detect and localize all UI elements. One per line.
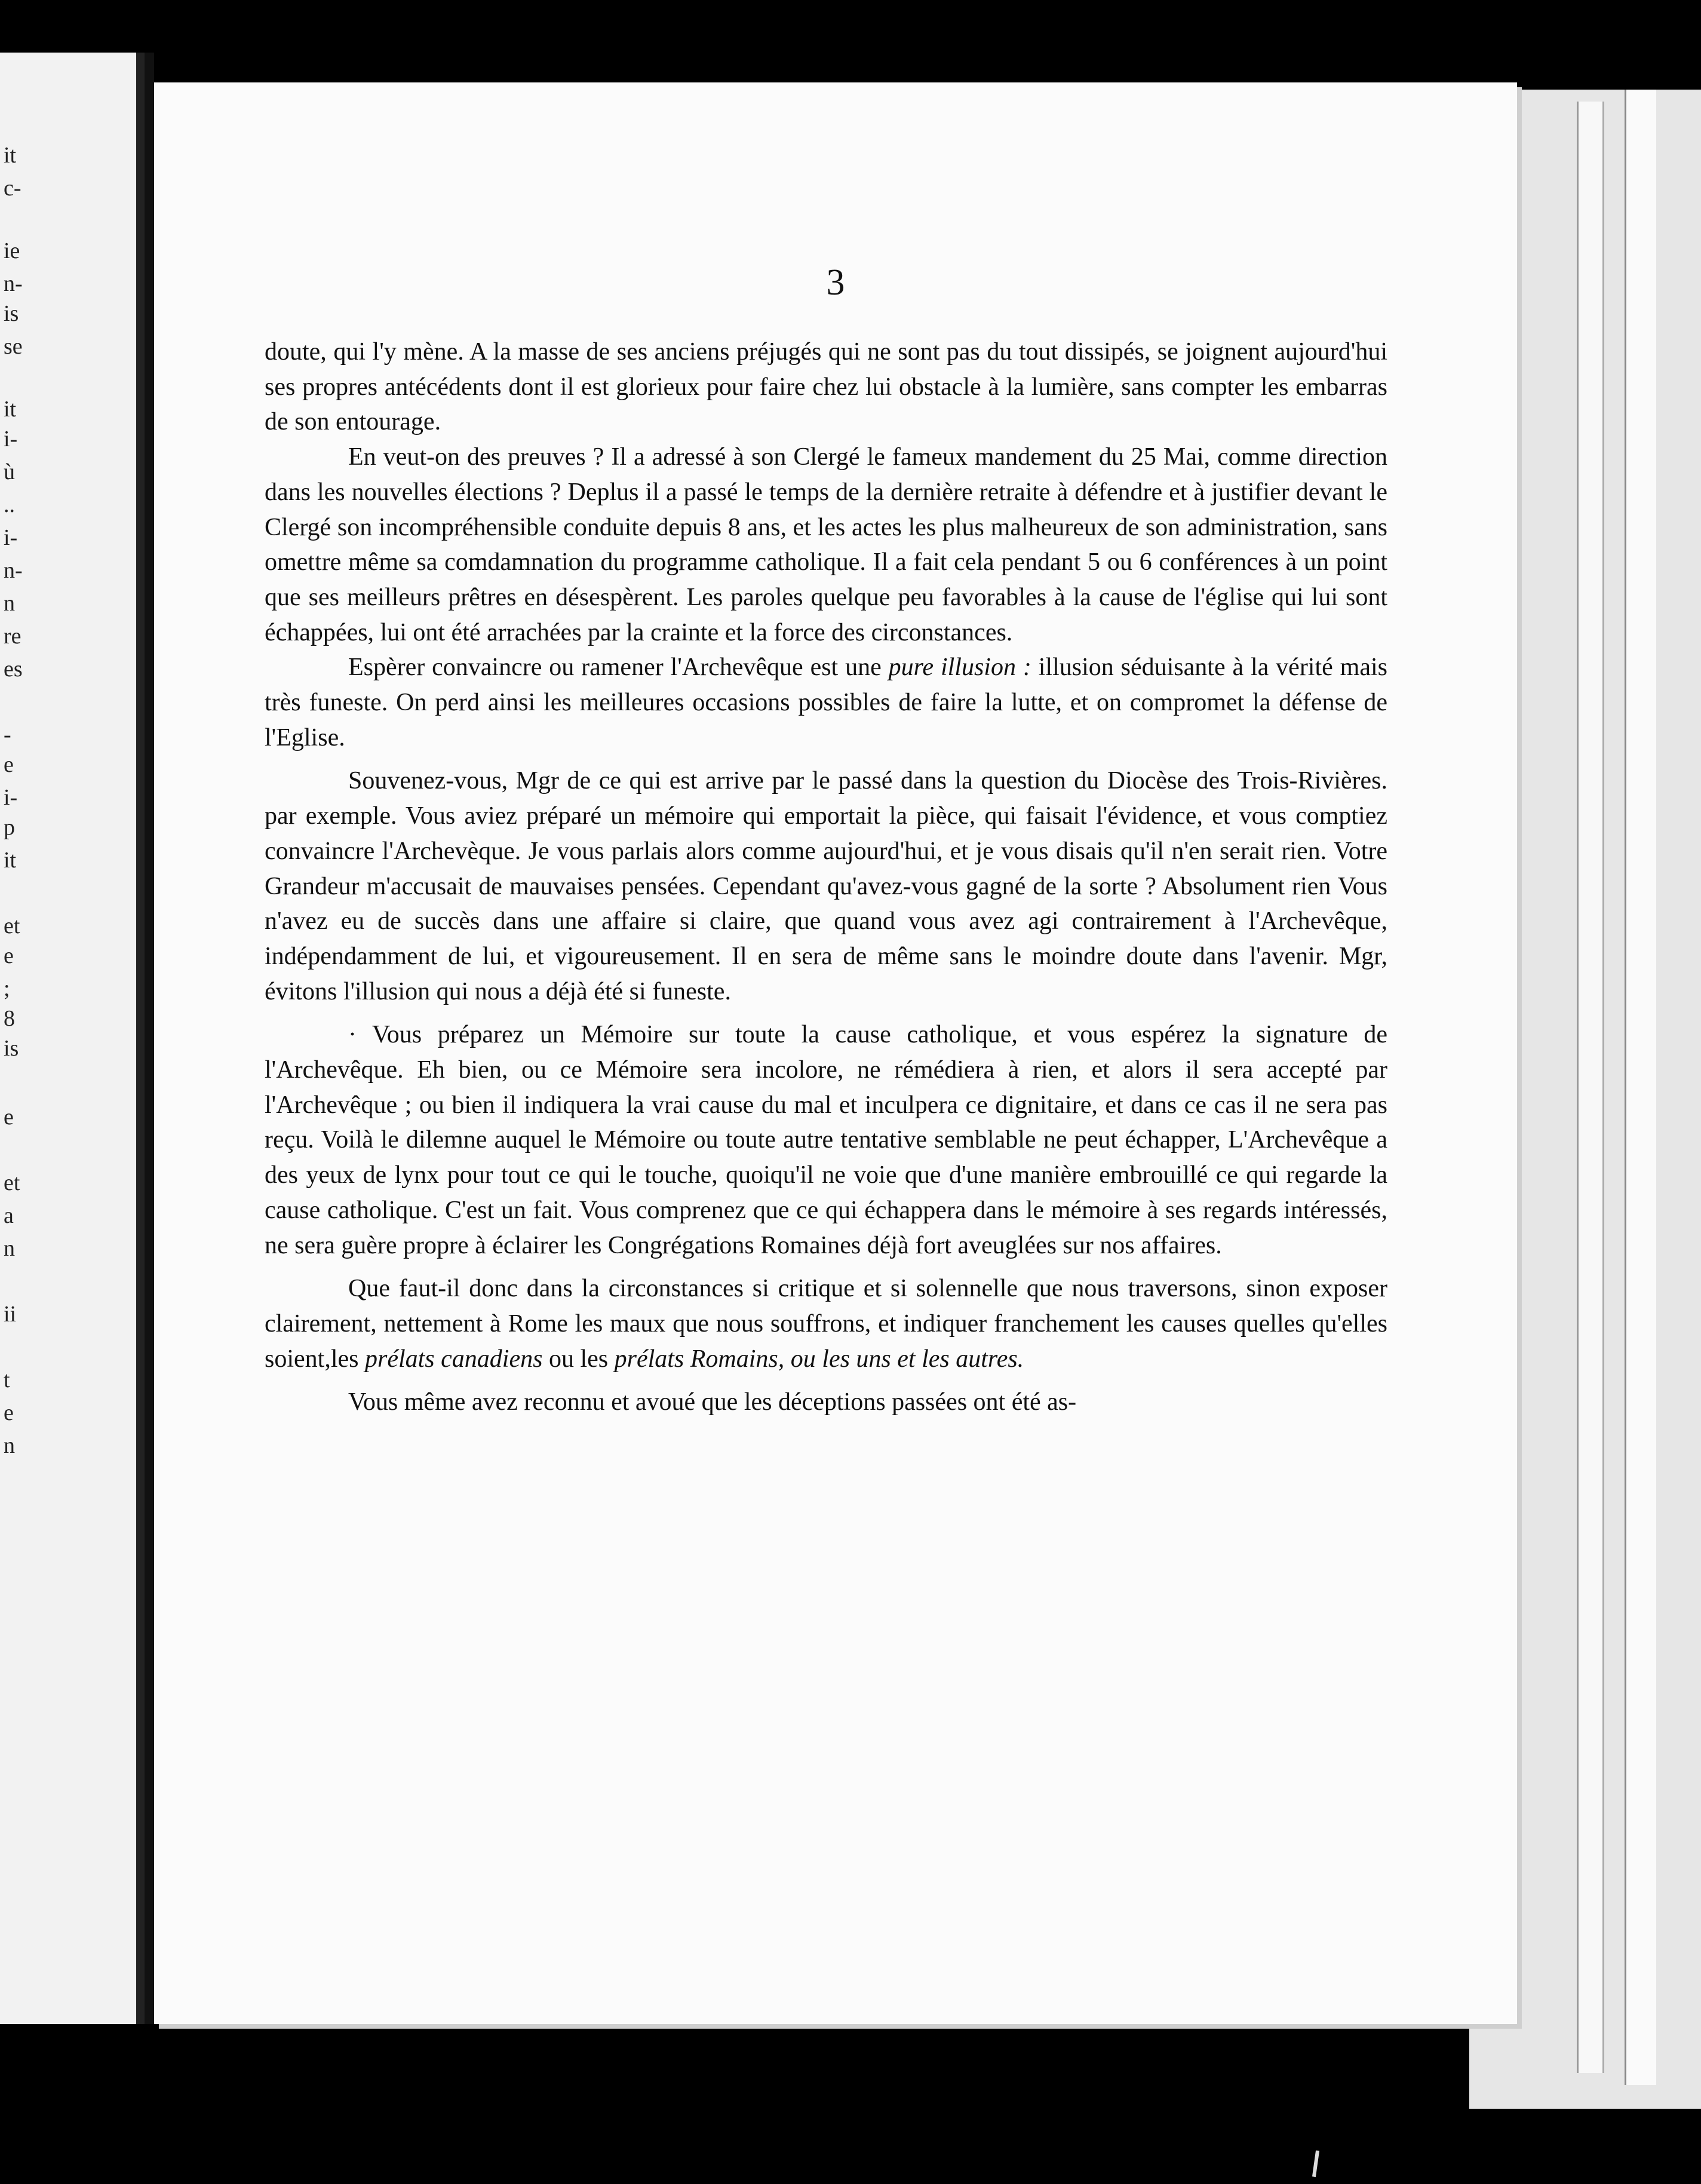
text-run: En veut-on des preuves ? Il a adressé à son Clergé le fameux mandement du 25 Mai, comme direction dans les nouvelles élections ? Deplus il a passé le temps de la dernière retraite à défendre et à justifier devant le Clergé son incompréhensible conduite depuis 8 ans, et les actes les plus malheureux de son administration, sans omettre même sa comdamnation du programme catholique. Il a fait cela pendant 5 ou 6 conférences à un point que ses meilleurs prêtres en désespèrent. Les paroles quelque peu favorables à la cause de l'église qui lui sont échappées, lui ont été arrachées par la crainte et la force des circonstances. xyxy=(265,443,1387,646)
facing-page-fragment: i- xyxy=(4,427,18,452)
facing-page-fragment: n- xyxy=(4,271,23,296)
page-edge xyxy=(1625,90,1656,2085)
facing-page-fragment: it xyxy=(4,848,17,873)
italic-text: prélats Romains, ou les uns et les autres. xyxy=(614,1345,1024,1373)
facing-page-fragment: c- xyxy=(4,176,22,201)
paragraph xyxy=(265,1271,1387,1376)
facing-page-fragment: ii xyxy=(4,1302,17,1327)
facing-page-fragment: e xyxy=(4,752,14,777)
facing-page-fragment: n- xyxy=(4,558,23,583)
text-run: ou les xyxy=(542,1345,615,1373)
facing-page-fragment: - xyxy=(4,722,11,747)
text-run: doute, qui l'y mène. A la masse de ses anciens préjugés qui ne sont pas du tout dissipés, se joignent aujourd'hui ses propres antécédents dont il est glorieux pour faire chez lui obstacle à la lumière, sans compter les embarras de son entourage. xyxy=(265,338,1387,436)
text-run: Souvenez-vous, Mgr de ce qui est arrive par le passé dans la question du Diocèse des Trois-Rivières. par exemple. Vous aviez préparé un mémoire qui emportait la pièce, qui faisait l'évidence, et vous comptiez convaincre l'Archevèque. Je vous parlais alors comme aujourd'hui, et je vous disais qu'il n'en serait rien. Votre Grandeur m'accusait de mauvaises pensées. Cependant qu'avez-vous gagné de la sorte ? Absolument rien Vous n'avez eu de succès dans une affaire si claire, que quand vous avez agi contrairement à l'Archevêque, indépendamment de lui, et vigoureusement. Il en sera de même sans le moindre doute dans l'avenir. Mgr, évitons l'illusion qui nous a déjà été si funeste. xyxy=(265,767,1387,1005)
text-run: Espèrer convaincre ou ramener l'Archevêque est une xyxy=(348,654,889,682)
facing-page-fragment: ie xyxy=(4,238,20,263)
facing-page-fragment: n xyxy=(4,1433,15,1458)
facing-page-fragment: e xyxy=(4,943,14,968)
facing-page-fragment: e xyxy=(4,1400,14,1425)
facing-page-fragment: e xyxy=(4,1105,14,1130)
document-page xyxy=(154,82,1517,2024)
body-text xyxy=(265,335,1387,1420)
facing-page-fragment: n xyxy=(4,591,15,616)
facing-page-fragment: t xyxy=(4,1367,10,1392)
paragraph xyxy=(265,1017,1387,1263)
facing-page-fragment: .. xyxy=(4,492,15,517)
facing-page-fragment: et xyxy=(4,913,20,938)
facing-page-fragment: ù xyxy=(4,459,15,484)
page-number: 3 xyxy=(826,262,845,303)
facing-page-fragment: et xyxy=(4,1170,20,1195)
facing-page-fragment: es xyxy=(4,657,23,682)
text-run: Vous même avez reconnu et avoué que les déceptions passées ont été as- xyxy=(348,1388,1077,1416)
paragraph xyxy=(265,335,1387,440)
facing-page-fragment: 8 xyxy=(4,1006,15,1031)
facing-page-fragment: a xyxy=(4,1203,14,1228)
facing-page-fragment: it xyxy=(4,397,17,422)
facing-page-fragment: ; xyxy=(4,976,10,1001)
binding-gutter xyxy=(145,53,154,2024)
paragraph xyxy=(265,650,1387,755)
facing-page-fragment: i- xyxy=(4,785,18,810)
facing-page-fragment: is xyxy=(4,1036,19,1061)
paragraph xyxy=(265,440,1387,650)
facing-page-fragment: p xyxy=(4,815,15,840)
italic-text: pure illusion : xyxy=(888,654,1031,682)
page-edge xyxy=(1577,102,1604,2073)
italic-text: prélats canadiens xyxy=(364,1345,543,1373)
facing-page-fragment: n xyxy=(4,1236,15,1261)
text-run: illusion séduisante à la vérité mais très funeste. On perd ainsi les meilleures occasions possibles de faire la lutte, et on compromet la défense de l'Eglise. xyxy=(265,654,1387,751)
facing-page-fragment: re xyxy=(4,624,22,649)
scan-mark xyxy=(1312,2151,1319,2177)
facing-page-fragment: it xyxy=(4,143,17,168)
text-run: · Vous préparez un Mémoire sur toute la cause catholique, et vous espérez la signature de l'Archevêque. Eh bien, ou ce Mémoire sera incolore, ne rémédiera à rien, et alors il sera accepté par l'Archevêque ; ou bien il indiquera la vrai cause du mal et inculpera ce dignitaire, et dans ce cas il ne sera pas reçu. Voilà le dilemne auquel le Mémoire ou toute autre tentative semblable ne peut échapper, L'Archevêque a des yeux de lynx pour tout ce qui le touche, quoiqu'il ne voie que d'une manière embrouillé ce qui regarde la cause catholique. C'est un fait. Vous comprenez que ce qui échappera dans le mémoire à ses regards intéressés, ne sera guère propre à éclairer les Congrégations Romaines déjà fort aveuglées sur nos affaires. xyxy=(265,1021,1387,1259)
facing-page xyxy=(0,53,145,2024)
text-run: Que faut-il donc dans la circonstances si critique et si solennelle que nous traversons, sinon exposer clairement, nettement à Rome les maux que nous souffrons, et indiquer franchement les causes quelles qu'elles soient,les xyxy=(265,1275,1387,1373)
facing-page-fragment: i- xyxy=(4,525,18,550)
paragraph xyxy=(265,1385,1387,1420)
facing-page-fragment: is xyxy=(4,301,19,326)
facing-page-fragment: se xyxy=(4,334,23,359)
paragraph xyxy=(265,763,1387,1009)
